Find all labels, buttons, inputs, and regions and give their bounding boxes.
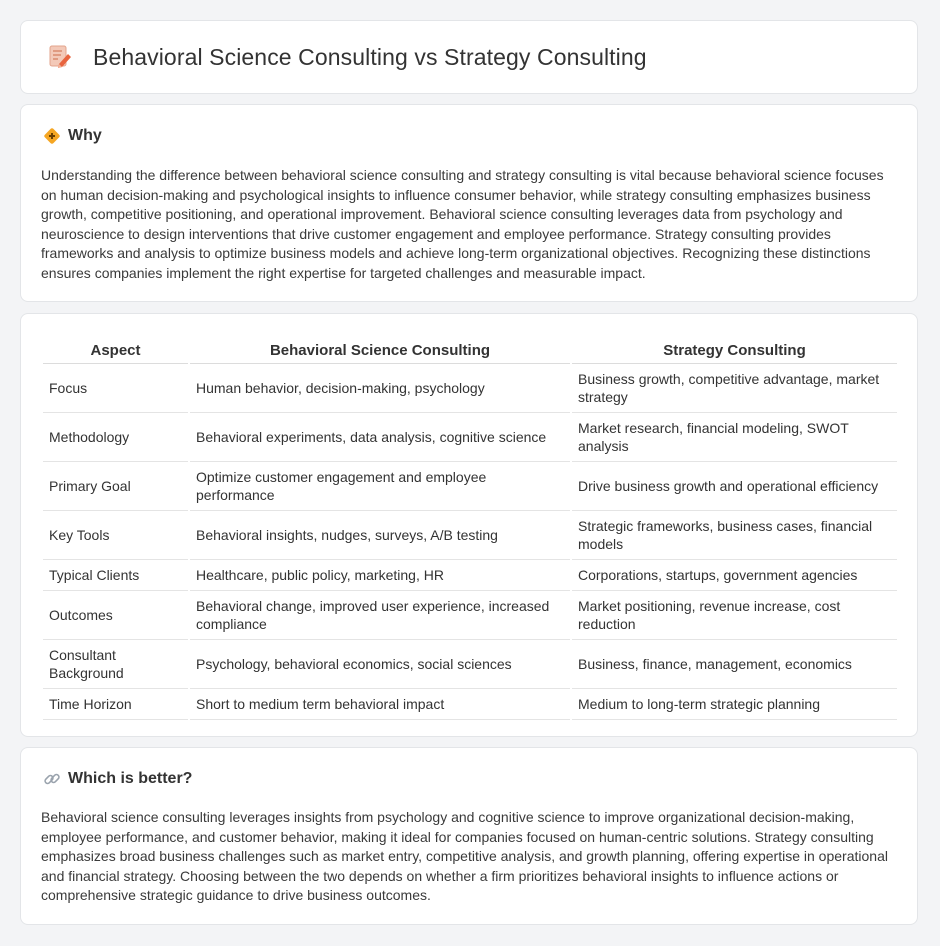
table-row [43,364,897,413]
header-behavioral: Behavioral Science Consulting [190,333,570,364]
page-title: Behavioral Science Consulting vs Strategy Consulting [93,43,647,70]
which-is-better-card [20,747,918,925]
behavioral-cell: Behavioral change, improved user experience, increased compliance [190,591,570,640]
why-text: Understanding the difference between behavioral science consulting and strategy consulting is vital because behavioral science focuses on human decision-making and psychological insights to influence consumer behavior, while strategy consulting emphasizes business growth, competitive positioning, and operational improvement. Behavioral science consulting leverages data from psychology and neuroscience to design interventions that drive customer engagement and employee performance. Strategy consulting provides frameworks and analysis to optimize business models and achieve long-term organizational objectives. Recognizing these distinctions ensures companies implement the right expertise for targeted challenges and measurable impact. [41,167,884,281]
link-icon [43,770,61,788]
table-row [43,560,897,591]
aspect-cell: Primary Goal [43,462,188,511]
better-text: Behavioral science consulting leverages insights from psychology and cognitive science to improve organizational decision-making, employee performance, and customer behavior, making it ideal for companies focused on human-centric solutions. Strategy consulting emphasizes broad business challenges such as market entry, competitive analysis, and growth planning, offering expertise in operational and financial strategy. Choosing between the two depends on whether a firm prioritizes behavioral insights to influence actions or comprehensive strategic guidance to drive business outcomes. [41,809,888,903]
why-card [20,104,918,302]
aspect-cell: Time Horizon [43,689,188,720]
header-strategy: Strategy Consulting [572,333,897,364]
comparison-table-card [20,313,918,737]
table-header-row [43,333,897,364]
document-pencil-icon [47,43,73,71]
behavioral-cell: Behavioral insights, nudges, surveys, A/B testing [190,511,570,560]
strategy-cell: Medium to long-term strategic planning [572,689,897,720]
table-row [43,413,897,462]
aspect-cell: Typical Clients [43,560,188,591]
strategy-cell: Market positioning, revenue increase, cost reduction [572,591,897,640]
table-row [43,462,897,511]
diamond-sign-icon [43,127,61,145]
aspect-cell: Focus [43,364,188,413]
strategy-cell: Market research, financial modeling, SWOT analysis [572,413,897,462]
better-heading: Which is better? [68,770,193,787]
behavioral-cell: Human behavior, decision-making, psychology [190,364,570,413]
strategy-cell: Business growth, competitive advantage, market strategy [572,364,897,413]
table-row [43,511,897,560]
better-heading-row [43,770,192,788]
header-aspect: Aspect [43,333,188,364]
behavioral-cell: Psychology, behavioral economics, social sciences [190,640,570,689]
why-heading: Why [68,127,102,144]
comparison-table [41,333,899,720]
table-row [43,640,897,689]
strategy-cell: Drive business growth and operational efficiency [572,462,897,511]
aspect-cell: Outcomes [43,591,188,640]
table-row [43,591,897,640]
behavioral-cell: Behavioral experiments, data analysis, cognitive science [190,413,570,462]
why-heading-row [43,127,102,145]
strategy-cell: Corporations, startups, government agencies [572,560,897,591]
table-row [43,689,897,720]
behavioral-cell: Healthcare, public policy, marketing, HR [190,560,570,591]
aspect-cell: Key Tools [43,511,188,560]
behavioral-cell: Optimize customer engagement and employee performance [190,462,570,511]
aspect-cell: Consultant Background [43,640,188,689]
strategy-cell: Business, finance, management, economics [572,640,897,689]
title-card [20,20,918,94]
behavioral-cell: Short to medium term behavioral impact [190,689,570,720]
title-row [47,43,647,71]
aspect-cell: Methodology [43,413,188,462]
strategy-cell: Strategic frameworks, business cases, financial models [572,511,897,560]
